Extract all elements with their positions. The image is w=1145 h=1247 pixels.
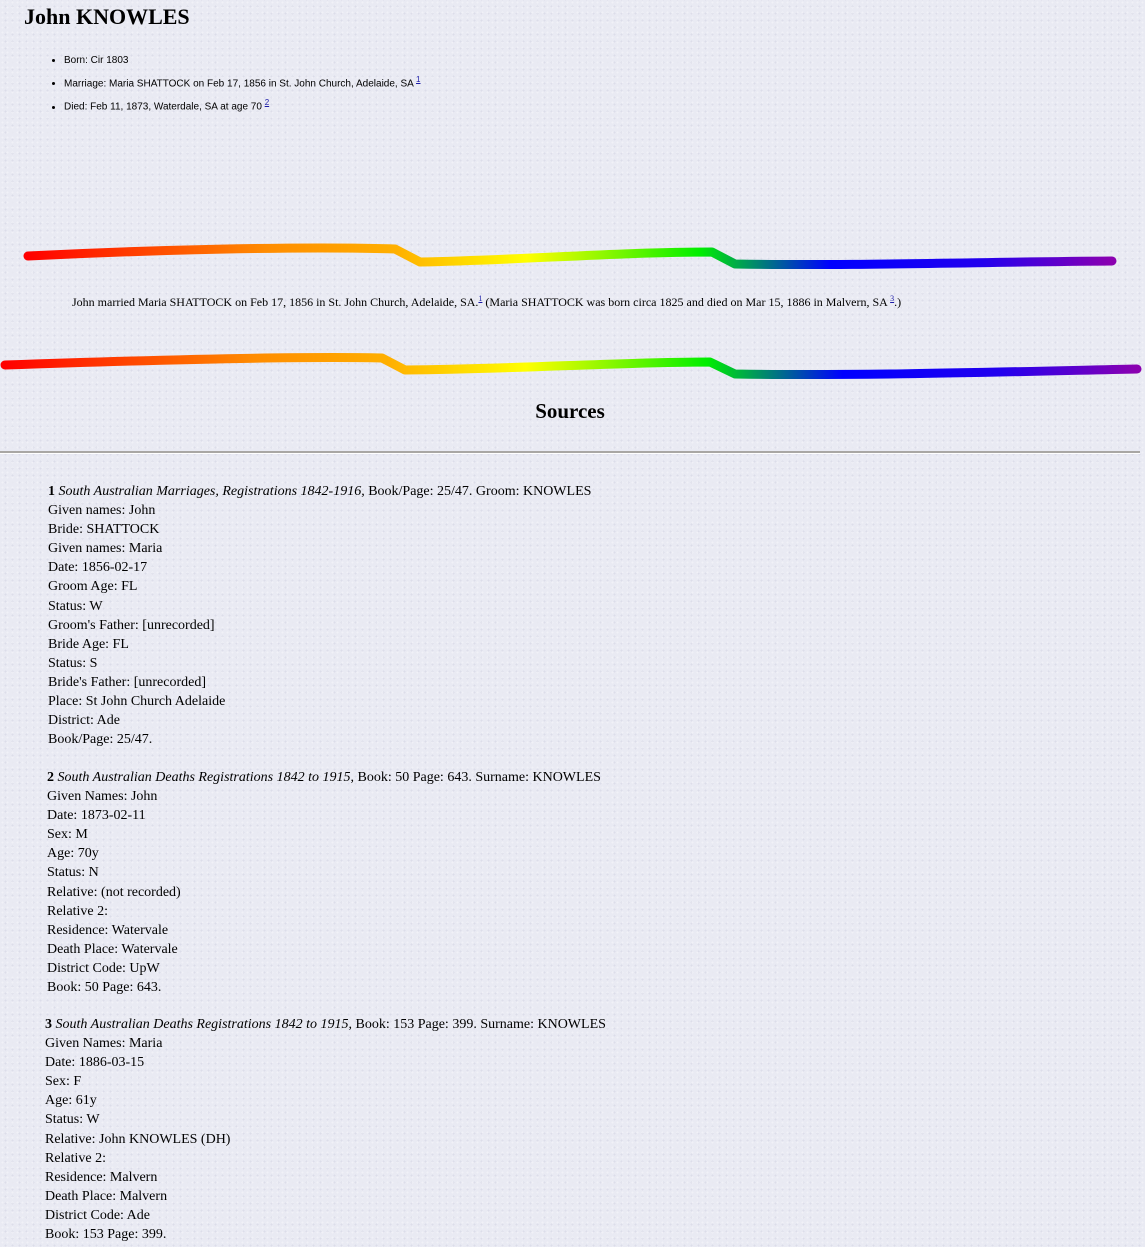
source-line: Book: 50 Page: 643. [47, 980, 162, 996]
source-line: Status: N [47, 865, 99, 881]
source-number: 2 [47, 770, 54, 785]
source-entry: 1 South Australian Marriages, Registrations 1842-1916, Book/Page: 25/47. Groom: KNOWLES Given names: John Bride: SHATTOCK Given names: Maria Date: 1856-02-17 Groom Age: FL Status: W Groom's Father: [unrecorded] Bride Age: FL Status: S Bride's Father: [unrecorded] Place: St John Church Adelaide District: Ade Book/Page: 25/47. [48, 482, 591, 749]
source-line: Status: W [48, 598, 103, 614]
source-line: Relative: (not recorded) [47, 884, 181, 900]
source-line: Relative 2: [47, 903, 109, 919]
source-line: Given names: Maria [48, 541, 163, 557]
rainbow-divider [0, 350, 1145, 384]
source-number: 3 [45, 1017, 52, 1032]
source-number: 1 [48, 484, 55, 499]
source-line: Relative: John KNOWLES (DH) [45, 1131, 231, 1147]
source-line: Bride's Father: [unrecorded] [48, 674, 207, 690]
source-line: Residence: Malvern [45, 1169, 158, 1185]
footnote-link[interactable]: 1 [416, 75, 421, 84]
sources-heading: Sources [535, 399, 605, 423]
source-line: District: Ade [48, 713, 120, 729]
source-line: Death Place: Watervale [47, 941, 178, 957]
source-line: Place: St John Church Adelaide [48, 694, 226, 710]
source-line: Given Names: John [47, 789, 158, 805]
footnote-link[interactable]: 1 [478, 294, 483, 303]
source-line: Status: W [45, 1112, 100, 1128]
source-line: District Code: Ade [45, 1207, 150, 1223]
source-title: South Australian Deaths Registrations 1842 to 1915 [55, 1017, 349, 1032]
source-line: Date: 1873-02-11 [47, 808, 146, 824]
source-line: Groom Age: FL [48, 579, 138, 595]
rainbow-divider [0, 240, 1145, 274]
fact-born: • Born: Cir 1803 [64, 52, 421, 70]
source-entry: 2 South Australian Deaths Registrations 1842 to 1915, Book: 50 Page: 643. Surname: KNOWLES Given Names: John Date: 1873-02-11 Sex: M Age: 70y Status: N Relative: (not recorded) Relative 2: Residence: Watervale Death Place: Watervale District Code: UpW Book: 50 Page: 643. [47, 768, 601, 997]
source-line: Age: 61y [45, 1093, 97, 1109]
source-title: South Australian Marriages, Registrations 1842-1916 [58, 484, 362, 499]
source-line: Age: 70y [47, 846, 99, 862]
source-line: Sex: M [47, 827, 88, 843]
source-line: District Code: UpW [47, 960, 160, 976]
source-line: Relative 2: [45, 1150, 107, 1166]
source-line: Groom's Father: [unrecorded] [48, 617, 215, 633]
footnote-link[interactable]: 2 [264, 98, 270, 108]
source-entry: 3 South Australian Deaths Registrations 1842 to 1915, Book: 153 Page: 399. Surname: KNOWLES Given Names: Maria Date: 1886-03-15 Sex: F Age: 61y Status: W Relative: John KNOWLES (DH) Relative 2: Residence: Malvern Death Place: Malvern District Code: Ade Book: 153 Page: 399. [45, 1015, 606, 1244]
source-title: South Australian Deaths Registrations 1842 to 1915 [57, 770, 351, 785]
source-line: Residence: Watervale [47, 922, 169, 938]
page-title: John KNOWLES [24, 4, 190, 29]
source-line: Sex: F [45, 1074, 82, 1090]
fact-marriage: • Marriage: Maria SHATTOCK on Feb 17, 1856 in St. John Church, Adelaide, SA $^1$ [64, 70, 421, 93]
source-line: Death Place: Malvern [45, 1188, 168, 1204]
source-line: Bride Age: FL [48, 636, 129, 652]
source-line: Bride: SHATTOCK [48, 522, 160, 538]
footnote-link[interactable]: 3 [890, 294, 895, 303]
marriage-paragraph: John married Maria SHATTOCK on Feb 17, 1856 in St. John Church, Adelaide, SA.$^1$ (Maria SHATTOCK was born circa 1825 and died on Mar 15, 1886 in Malvern, SA $^3$.) [72, 294, 902, 309]
source-line: Date: 1886-03-15 [45, 1055, 145, 1071]
source-line: Date: 1856-02-17 [48, 560, 148, 576]
horizontal-rule [0, 451, 1140, 454]
facts-list [32, 52, 421, 117]
source-line: Given Names: Maria [45, 1036, 163, 1052]
fact-died: • Died: Feb 11, 1873, Waterdale, SA at age 70 $^2$ [64, 93, 421, 116]
source-line: Book/Page: 25/47. [48, 732, 153, 748]
source-line: Status: S [48, 655, 98, 671]
source-line: Given names: John [48, 503, 156, 519]
source-line: Book: 153 Page: 399. [45, 1227, 167, 1243]
